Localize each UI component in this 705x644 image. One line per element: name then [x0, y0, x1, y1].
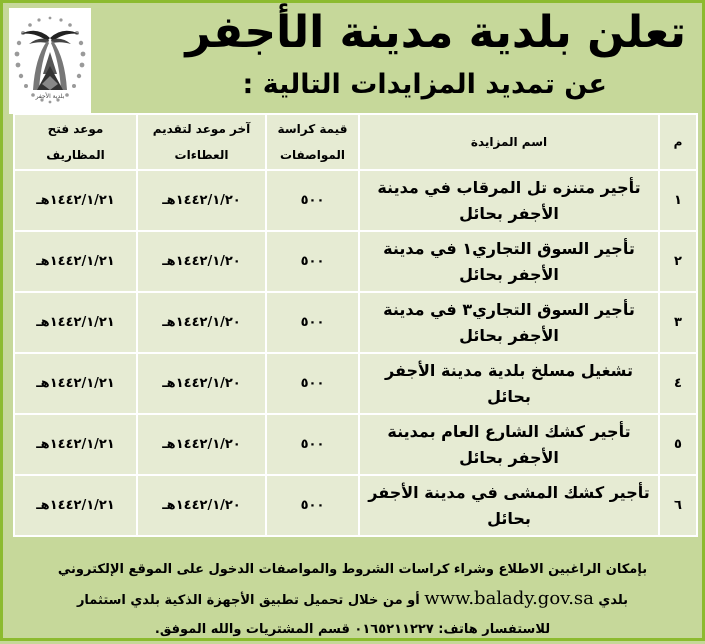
spec-fee: ٥٠٠	[266, 353, 359, 414]
footer-line-2: بلدي www.balady.gov.sa أو من خلال تحميل تطبيق الأجهزة الذكية بلدي استثمار	[76, 588, 629, 609]
municipality-logo	[9, 8, 91, 114]
footer-line-1: بإمكان الراغبين الاطلاع وشراء كراسات الشروط والمواصفات الدخول على الموقع الإلكتروني	[57, 562, 648, 577]
svg-text:بلدية الأجفر: بلدية الأجفر	[35, 93, 65, 100]
submission-deadline: ١٤٤٢/١/٢٠هـ	[137, 170, 266, 231]
footer-notice	[17, 555, 688, 644]
auction-name: تشغيل مسلخ بلدية مدينة الأجفر بحائل	[359, 353, 659, 414]
spec-fee: ٥٠٠	[266, 231, 359, 292]
website-link[interactable]: www.balady.gov.sa	[424, 588, 594, 609]
envelope-opening-date: ١٤٤٢/١/٢١هـ	[14, 292, 137, 353]
spec-fee: ٥٠٠	[266, 475, 359, 536]
table-row	[14, 170, 697, 231]
row-index: ١	[659, 170, 697, 231]
table-row	[14, 475, 697, 536]
col-header-name: اسم المزايدة	[359, 114, 659, 170]
auction-name: تأجير متنزه تل المرقاب في مدينة الأجفر بحائل	[359, 170, 659, 231]
col-header-fee: قيمة كراسة المواصفات	[266, 114, 359, 170]
submission-deadline: ١٤٤٢/١/٢٠هـ	[137, 231, 266, 292]
auction-name: تأجير كشك الشارع العام بمدينة الأجفر بحائل	[359, 414, 659, 475]
col-header-index: م	[659, 114, 697, 170]
footer-line-3: للاستفسار هاتف: ٠١٦٥٢١١٢٢٧ قسم المشتريات والله الموفق.	[154, 622, 551, 637]
envelope-opening-date: ١٤٤٢/١/٢١هـ	[14, 353, 137, 414]
table-header-row	[14, 114, 697, 170]
row-index: ٢	[659, 231, 697, 292]
page-title: تعلن بلدية مدينة الأجفر	[185, 7, 686, 58]
envelope-opening-date: ١٤٤٢/١/٢١هـ	[14, 475, 137, 536]
spec-fee: ٥٠٠	[266, 170, 359, 231]
auction-name: تأجير السوق التجاري٣ في مدينة الأجفر بحائل	[359, 292, 659, 353]
auctions-table	[13, 113, 698, 537]
col-header-deadline: آخر موعد لتقديم العطاءات	[137, 114, 266, 170]
table-row	[14, 292, 697, 353]
col-header-opening: موعد فتح المظاريف	[14, 114, 137, 170]
submission-deadline: ١٤٤٢/١/٢٠هـ	[137, 292, 266, 353]
submission-deadline: ١٤٤٢/١/٢٠هـ	[137, 414, 266, 475]
spec-fee: ٥٠٠	[266, 292, 359, 353]
spec-fee: ٥٠٠	[266, 414, 359, 475]
palm-tree-municipality-logo-icon	[9, 8, 91, 114]
page-subtitle: عن تمديد المزايدات التالية :	[242, 69, 607, 100]
row-index: ٦	[659, 475, 697, 536]
envelope-opening-date: ١٤٤٢/١/٢١هـ	[14, 231, 137, 292]
auction-name: تأجير كشك المشى في مدينة الأجفر بحائل	[359, 475, 659, 536]
envelope-opening-date: ١٤٤٢/١/٢١هـ	[14, 170, 137, 231]
row-index: ٤	[659, 353, 697, 414]
row-index: ٥	[659, 414, 697, 475]
table-row	[14, 353, 697, 414]
auction-name: تأجير السوق التجاري١ في مدينة الأجفر بحائل	[359, 231, 659, 292]
table-row	[14, 414, 697, 475]
submission-deadline: ١٤٤٢/١/٢٠هـ	[137, 353, 266, 414]
submission-deadline: ١٤٤٢/١/٢٠هـ	[137, 475, 266, 536]
row-index: ٣	[659, 292, 697, 353]
envelope-opening-date: ١٤٤٢/١/٢١هـ	[14, 414, 137, 475]
table-row	[14, 231, 697, 292]
